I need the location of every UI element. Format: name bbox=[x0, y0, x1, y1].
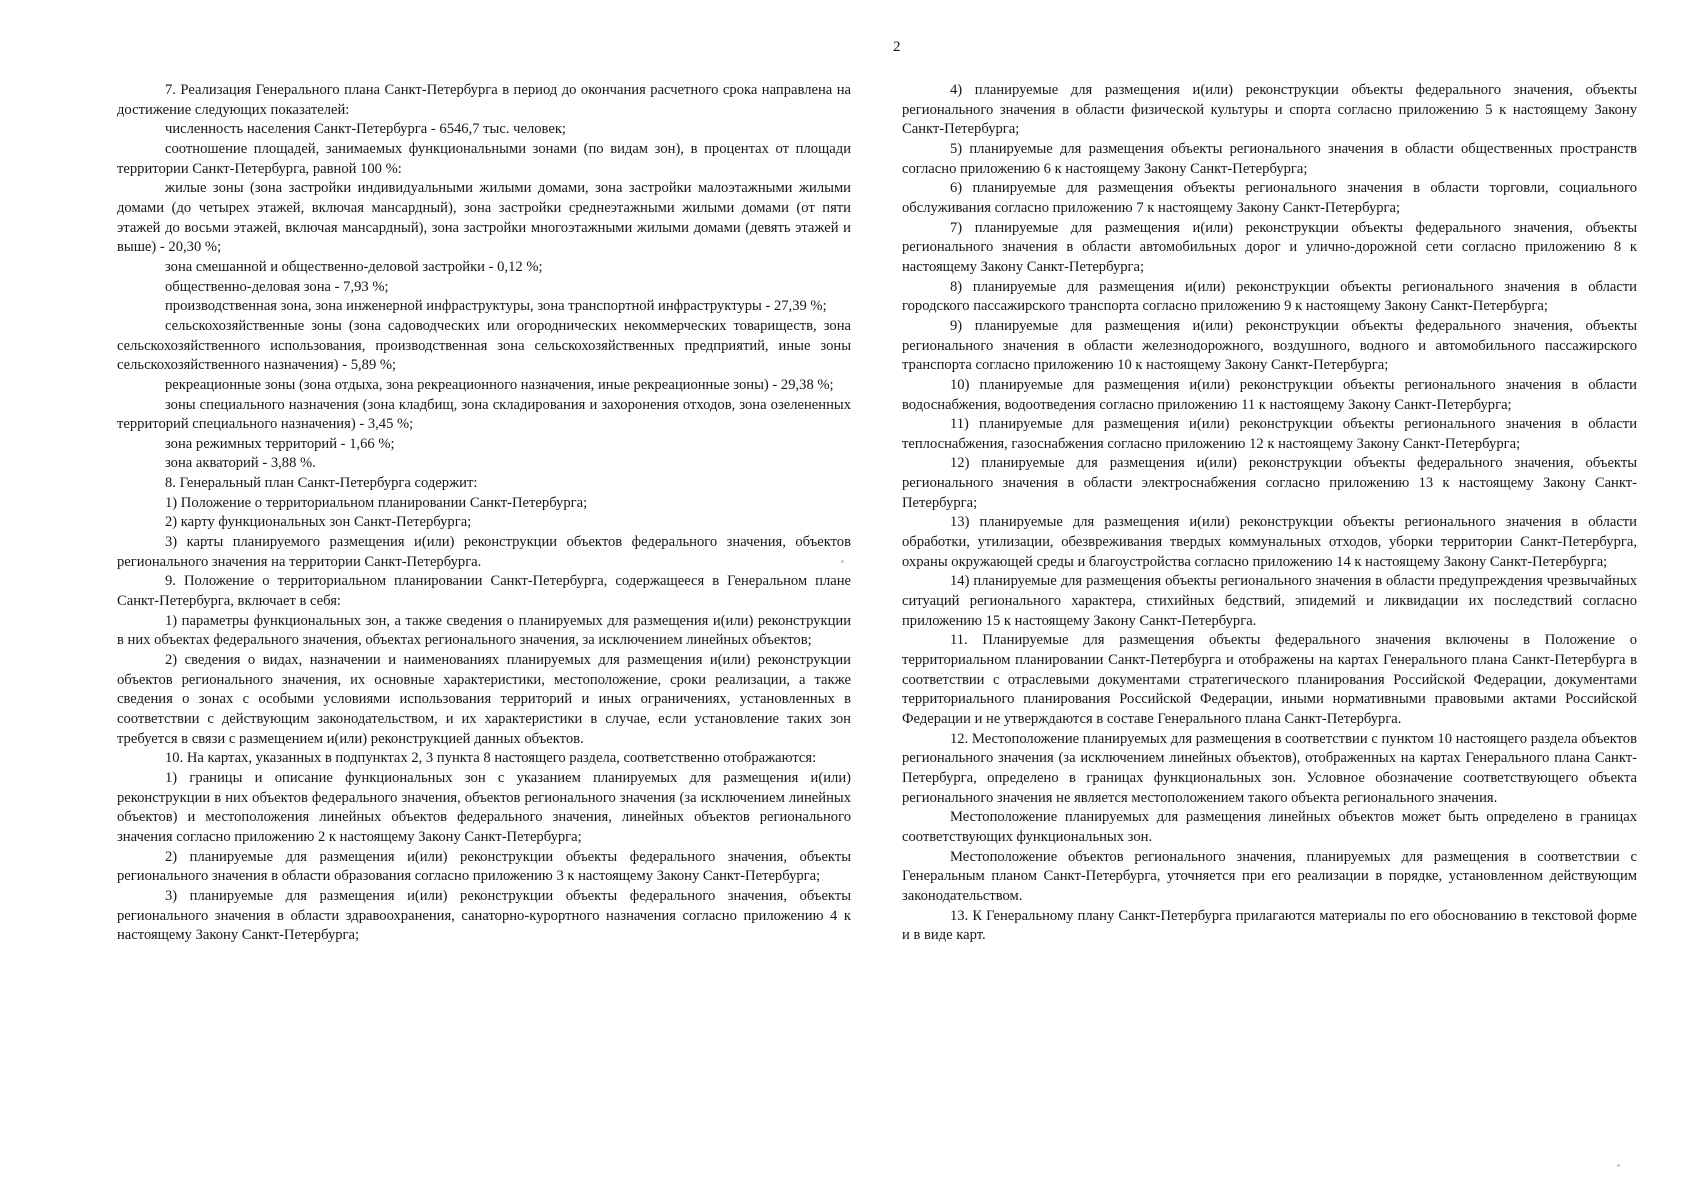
paragraph: 2) карту функциональных зон Санкт-Петербурга; bbox=[165, 514, 472, 531]
paragraph: Местоположение планируемых для размещения линейных объектов может быть определено в границах соответствующих функциональных зон. bbox=[902, 809, 1637, 845]
paragraph: 3) планируемые для размещения и(или) реконструкции объекты федерального значения, объекты регионального значения в области здравоохранения, санаторно-курортного назначения согласно приложению 4 к настоящему Закону Санкт-Петербурга; bbox=[117, 887, 851, 944]
paragraph: 11) планируемые для размещения и(или) реконструкции объекты регионального значения в области теплоснабжения, газоснабжения согласно приложению 12 к настоящему Закону Санкт-Петербурга; bbox=[902, 416, 1637, 452]
paragraph: 12) планируемые для размещения и(или) реконструкции объекты федерального значения, объекты регионального значения в области электроснабжения согласно приложению 13 к настоящему Закону Санкт-Петербурга; bbox=[902, 455, 1637, 511]
paragraph: сельскохозяйственные зоны (зона садоводческих или огороднических некоммерческих товариществ, зона сельскохозяйственного использования, производственная зона сельскохозяйственных предприятий, иные зоны сельскохозяйственного назначения) - 5,89 %; bbox=[117, 317, 851, 374]
paragraph: 14) планируемые для размещения объекты регионального значения в области предупреждения чрезвычайных ситуаций регионального характера, стихийных бедствий, эпидемий и ликвидации их последствий согласно приложению 15 к настоящему Закону Санкт-Петербурга. bbox=[902, 573, 1637, 629]
paragraph: 1) Положение о территориальном планировании Санкт-Петербурга; bbox=[165, 494, 588, 511]
paragraph: 3) карты планируемого размещения и(или) реконструкции объектов федерального значения, объектов регионального значения на территории Санкт-Петербурга. bbox=[117, 534, 851, 570]
page-number: 2 bbox=[893, 39, 901, 55]
paragraph: 1) границы и описание функциональных зон с указанием планируемых для размещения и(или) реконструкции в них объектов федерального значения, объектов регионального значения (за исключением линейных объектов) и местоположения линейных объектов федерального значения, линейных объектов регионального значения согласно приложению 2 к настоящему Закону Санкт-Петербурга; bbox=[117, 769, 851, 845]
paragraph: производственная зона, зона инженерной инфраструктуры, зона транспортной инфраструктуры - 27,39 %; bbox=[165, 298, 827, 315]
paragraph: 9) планируемые для размещения и(или) реконструкции объекты федерального значения, объекты регионального значения в области железнодорожного, воздушного, водного и автомобильного пассажирского транспорта согласно приложению 10 к настоящему Закону Санкт-Петербурга; bbox=[902, 317, 1637, 374]
paragraph: соотношение площадей, занимаемых функциональными зонами (по видам зон), в процентах от площади территории Санкт-Петербурга, равной 100 %: bbox=[117, 140, 851, 177]
paragraph: 6) планируемые для размещения объекты регионального значения в области торговли, социального обслуживания согласно приложению 7 к настоящему Закону Санкт-Петербурга; bbox=[902, 180, 1637, 216]
paragraph: зоны специального назначения (зона кладбищ, зона складирования и захоронения отходов, зона озелененных территорий специального назначения) - 3,45 %; bbox=[117, 396, 851, 433]
paragraph: 5) планируемые для размещения объекты регионального значения в области общественных пространств согласно приложению 6 к настоящему Закону Санкт-Петербурга; bbox=[902, 140, 1637, 177]
paragraph: 7) планируемые для размещения и(или) реконструкции объекты федерального значения, объекты регионального значения в области автомобильных дорог и улично-дорожной сети согласно приложению 8 к настоящему Закону Санкт-Петербурга; bbox=[902, 219, 1637, 275]
paragraph: 13) планируемые для размещения и(или) реконструкции объекты регионального значения в области обработки, утилизации, обезвреживания твердых коммунальных отходов, уборки территории Санкт-Петербурга, охраны окружающей среды и благоустройства согласно приложению 14 к настоящему Закону Санкт-Петербурга; bbox=[902, 514, 1637, 570]
paragraph: 9. Положение о территориальном планировании Санкт-Петербурга, содержащееся в Генеральном плане Санкт-Петербурга, включает в себя: bbox=[117, 573, 851, 610]
paragraph: зона акваторий - 3,88 %. bbox=[165, 455, 316, 472]
paragraph: 12. Местоположение планируемых для размещения в соответствии с пунктом 10 настоящего раздела объектов регионального значения (за исключением линейных объектов), отображенных на картах Генерального плана Санкт-Петербурга, определено в границах функциональных зон. Условное обозначение соответствующего объекта регионального значения не является местоположением такого объекта регионального значения. bbox=[902, 730, 1637, 806]
paragraph: 2) сведения о видах, назначении и наименованиях планируемых для размещения и(или) реконструкции объектов регионального значения, их основные характеристики, местоположение, сроки реализации, а также сведения о зонах с особыми условиями использования территорий и иных ограничениях, установленных в соответствии с действующим законодательством, и их характеристики в случае, если установление таких зон требуется в связи с размещением и(или) реконструкцией данных объектов. bbox=[117, 652, 851, 747]
scan-speck bbox=[1617, 1164, 1620, 1167]
right-text-column bbox=[902, 81, 1637, 946]
paragraph: 10. На картах, указанных в подпунктах 2, 3 пункта 8 настоящего раздела, соответственно отображаются: bbox=[165, 750, 817, 767]
paragraph: 10) планируемые для размещения и(или) реконструкции объекты регионального значения в области водоснабжения, водоотведения согласно приложению 11 к настоящему Закону Санкт-Петербурга; bbox=[902, 376, 1637, 413]
paragraph: 4) планируемые для размещения и(или) реконструкции объекты федерального значения, объекты регионального значения в области физической культуры и спорта согласно приложению 5 к настоящему Закону Санкт-Петербурга; bbox=[902, 82, 1637, 138]
paragraph: 7. Реализация Генерального плана Санкт-Петербурга в период до окончания расчетного срока направлена на достижение следующих показателей: bbox=[117, 82, 851, 118]
paragraph: жилые зоны (зона застройки индивидуальными жилыми домами, зона застройки малоэтажными жилыми домами (до четырех этажей, включая мансардный), зона застройки среднеэтажными жилыми домами (от пяти этажей до восьми этажей, включая мансардный), зона застройки многоэтажными жилыми домами (девять этажей и выше) - 20,30 %; bbox=[117, 180, 851, 256]
paragraph: 2) планируемые для размещения и(или) реконструкции объекты федерального значения, объекты регионального значения в области образования согласно приложению 3 к настоящему Закону Санкт-Петербурга; bbox=[117, 848, 851, 885]
paragraph: 13. К Генеральному плану Санкт-Петербурга прилагаются материалы по его обоснованию в текстовой форме и в виде карт. bbox=[902, 907, 1637, 944]
left-text-column bbox=[117, 81, 851, 946]
paragraph: общественно-деловая зона - 7,93 %; bbox=[165, 278, 389, 295]
paragraph: зона смешанной и общественно-деловой застройки - 0,12 %; bbox=[165, 258, 543, 275]
scan-speck bbox=[841, 560, 844, 563]
paragraph: рекреационные зоны (зона отдыха, зона рекреационного назначения, иные рекреационные зоны) - 29,38 %; bbox=[165, 376, 834, 393]
paragraph: численность населения Санкт-Петербурга - 6546,7 тыс. человек; bbox=[165, 121, 566, 138]
paragraph: 8. Генеральный план Санкт-Петербурга содержит: bbox=[165, 475, 478, 492]
paragraph: 11. Планируемые для размещения объекты федерального значения включены в Положение о территориальном планировании Санкт-Петербурга и отображены на картах Генерального плана Санкт-Петербурга в соответствии с отраслевыми документами стратегического планирования Российской Федерации, документами территориального планирования Российской Федерации, иными нормативными правовыми актами Российской Федерации и не утверждаются в составе Генерального плана Санкт-Петербурга. bbox=[902, 632, 1637, 727]
paragraph: 8) планируемые для размещения и(или) реконструкции объекты регионального значения в области городского пассажирского транспорта согласно приложению 9 к настоящему Закону Санкт-Петербурга; bbox=[902, 278, 1637, 315]
paragraph: 1) параметры функциональных зон, а также сведения о планируемых для размещения и(или) реконструкции в них объектах федерального значения, объектах регионального значения, за исключением линейных объектов; bbox=[117, 612, 851, 649]
paragraph: Местоположение объектов регионального значения, планируемых для размещения в соответствии с Генеральным планом Санкт-Петербурга, уточняется при его реализации в порядке, установленном действующим законодательством. bbox=[902, 848, 1637, 904]
paragraph: зона режимных территорий - 1,66 %; bbox=[165, 435, 395, 452]
